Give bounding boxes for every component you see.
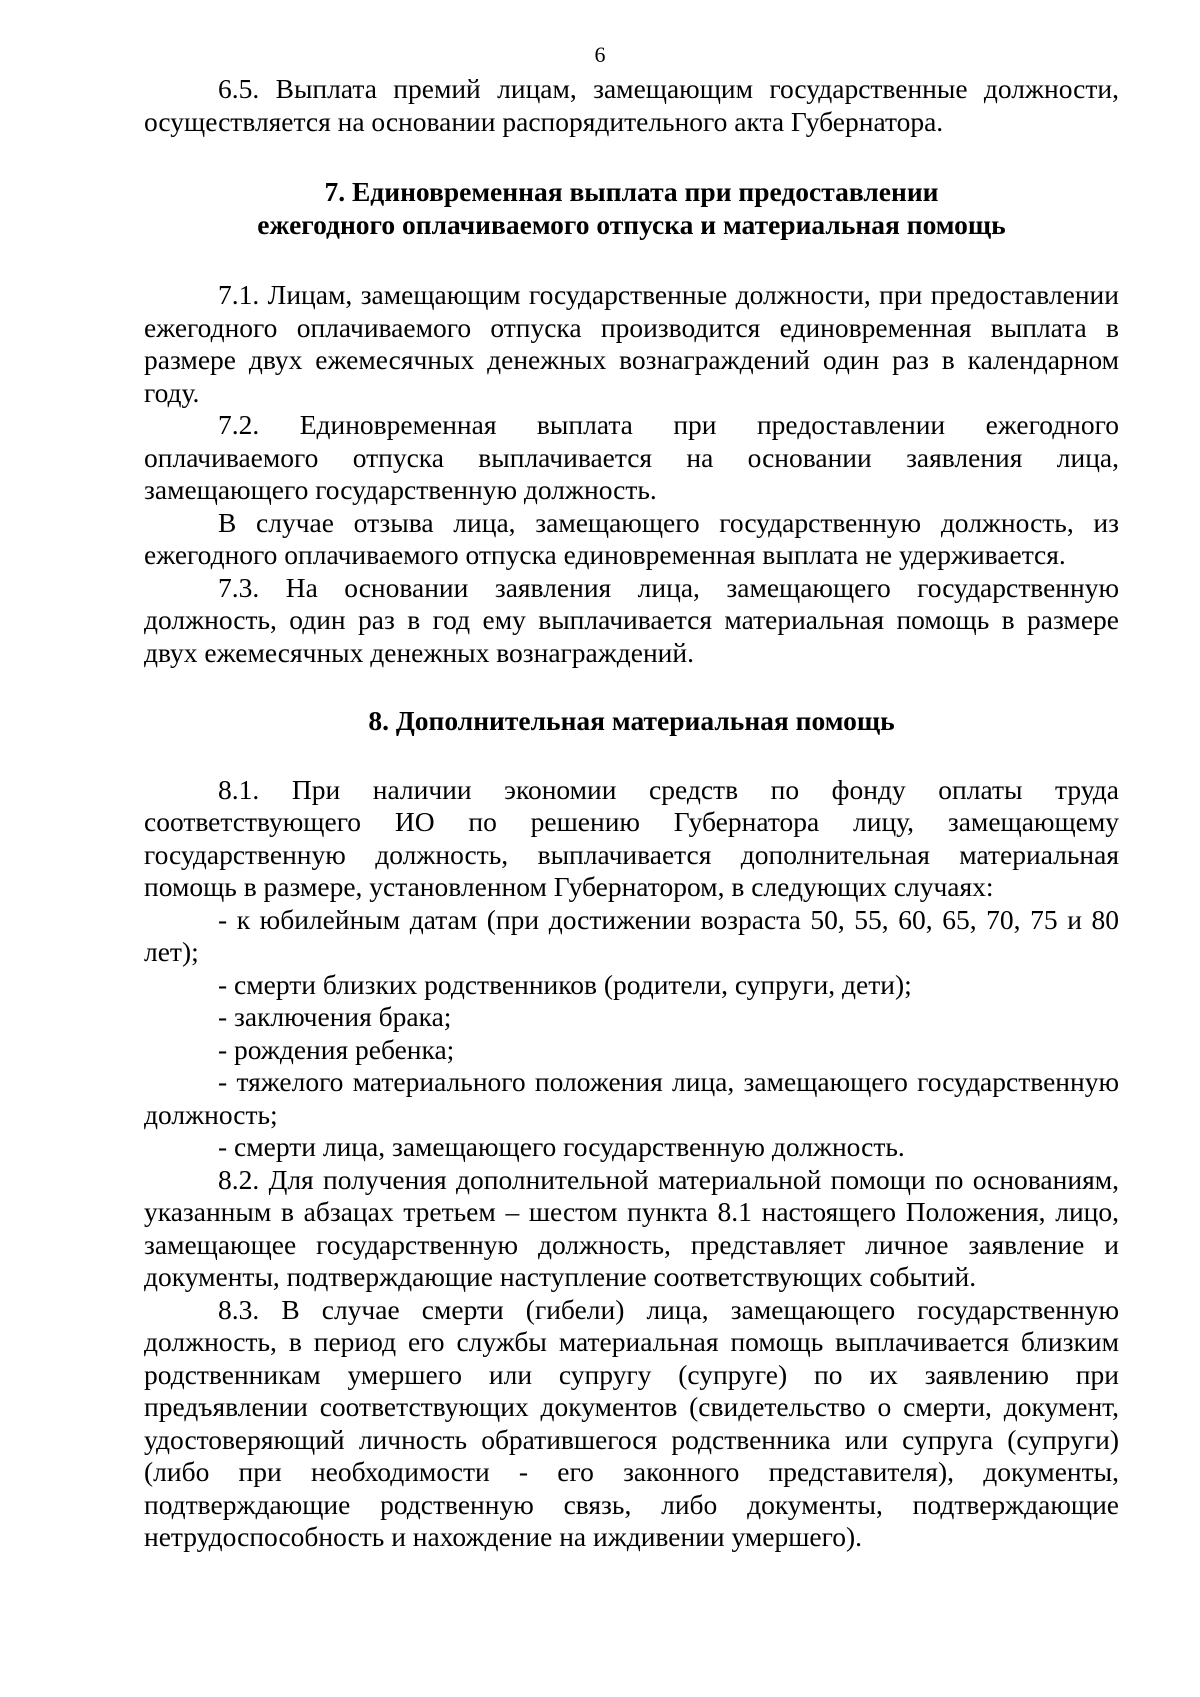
section-7-heading-line-1: 7. Единовременная выплата при предоставлении (324, 176, 939, 207)
page-number: 6 (594, 42, 606, 67)
section-7-heading (144, 176, 1119, 241)
case-item-hardship: - тяжелого материального положения лица, замещающего государственную должность; (144, 1066, 1119, 1130)
paragraph-8-2: 8.2. Для получения дополнительной материальной помощи по основаниям, указанным в абзацах третьем – шестом пункта 8.1 настоящего Положения, лицо, замещающее государственную должность, представляет личное заявление и документы, подтверждающие наступление соответствующих событий. (144, 1163, 1119, 1292)
section-7-heading-line-2: ежегодного оплачиваемого отпуска и материальная помощь (257, 208, 1006, 240)
case-item-childbirth: - рождения ребенка; (218, 1033, 455, 1065)
case-item-relatives-death: - смерти близких родственников (родители, супруги, дети); (218, 968, 912, 1000)
document-body (144, 73, 1119, 1554)
paragraph-8-1: 8.1. При наличии экономии средств по фонду оплаты труда соответствующего ИО по решению Губернатора лицу, замещающему государственную должность, выплачивается дополнительная материальная помощь в размере, установленном Губернатором, в следующих случаях: (144, 773, 1119, 902)
paragraph-8-3: 8.3. В случае смерти (гибели) лица, замещающего государственную должность, в период его службы материальная помощь выплачивается близким родственникам умершего или супругу (супруге) по их заявлению при предъявлении соответствующих документов (свидетельство о смерти, документ, удостоверяющий личность обратившегося родственника или супруга (супруги) (либо при необходимости - его законного представителя), документы, подтверждающие родственную связь, либо документы, подтверждающие нетрудоспособность и нахождение на иждивении умершего). (144, 1293, 1119, 1552)
section-8-heading: 8. Дополнительная материальная помощь (368, 705, 895, 736)
paragraph-7-3: 7.3. На основании заявления лица, замещающего государственную должность, один раз в год ему выплачивается материальная помощь в размере двух ежемесячных денежных вознаграждений. (144, 571, 1119, 668)
paragraph-7-2: 7.2. Единовременная выплата при предоставлении ежегодного оплачиваемого отпуска выплачивается на основании заявления лица, замещающего государственную должность. (144, 409, 1119, 505)
paragraph-7-2-recall: В случае отзыва лица, замещающего государственную должность, из ежегодного оплачиваемого отпуска единовременная выплата не удерживается. (144, 506, 1119, 570)
paragraph-7-1: 7.1. Лицам, замещающим государственные должности, при предоставлении ежегодного оплачиваемого отпуска производится единовременная выплата в размере двух ежемесячных денежных вознаграждений один раз в календарном году. (144, 279, 1119, 408)
case-item-marriage: - заключения брака; (218, 1001, 452, 1032)
paragraph-6-5: 6.5. Выплата премий лицам, замещающим государственные должности, осуществляется на основании распорядительного акта Губернатора. (144, 73, 1119, 137)
case-item-own-death: - смерти лица, замещающего государственную должность. (218, 1131, 905, 1162)
case-item-jubilee: - к юбилейным датам (при достижении возраста 50, 55, 60, 65, 70, 75 и 80 лет); (144, 903, 1119, 967)
